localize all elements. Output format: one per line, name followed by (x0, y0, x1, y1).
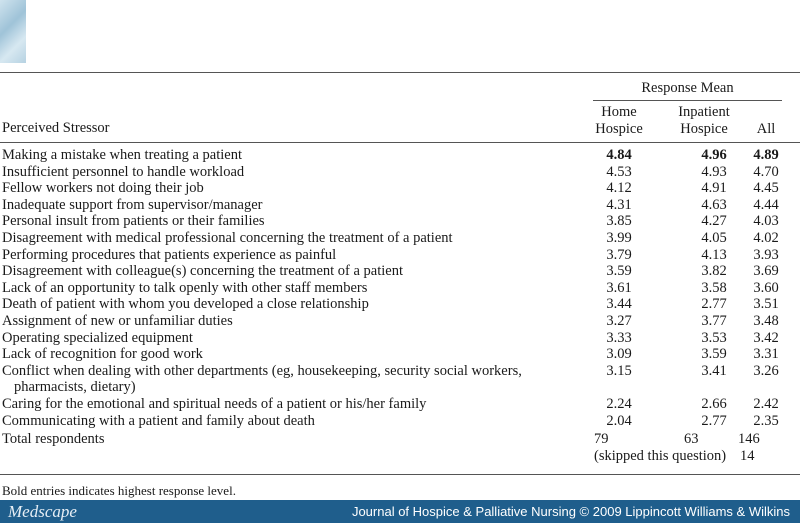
footer-bar (0, 500, 800, 523)
inpatient-value: 3.53 (701, 329, 727, 346)
inpatient-value: 2.66 (701, 395, 727, 412)
row-label: Operating specialized equipment (2, 329, 193, 346)
inpatient-value: 4.93 (701, 163, 727, 180)
table-row (0, 330, 800, 347)
all-value: 4.02 (753, 229, 779, 246)
home-value: 3.79 (606, 246, 632, 263)
row-label: Caring for the emotional and spiritual needs of a patient or his/her family (2, 395, 427, 412)
table-footnote: Bold entries indicates highest response level. (2, 483, 236, 498)
table-row (0, 363, 800, 396)
table-row (0, 230, 800, 247)
home-value: 4.31 (606, 196, 632, 213)
row-label-line2: pharmacists, dietary) (14, 379, 136, 396)
row-label: Personal insult from patients or their families (2, 213, 265, 230)
row-label: Assignment of new or unfamiliar duties (2, 312, 233, 329)
home-hospice-header-line1: Home (601, 104, 637, 120)
table-row (0, 147, 800, 164)
row-label: Disagreement with colleague(s) concerning the treatment of a patient (2, 263, 404, 280)
all-value: 3.51 (753, 296, 779, 313)
medscape-logo[interactable]: Medscape (8, 502, 77, 521)
inpatient-value: 3.58 (701, 279, 727, 296)
copyright-credit: Journal of Hospice & Palliative Nursing © 2009 Lippincott Williams & Wilkins (351, 504, 790, 519)
inpatient-value: 4.96 (701, 147, 727, 163)
home-value: 4.53 (606, 163, 632, 180)
home-value: 2.04 (606, 412, 632, 429)
home-value: 3.61 (606, 279, 632, 296)
skipped-row (594, 448, 755, 465)
table-row (0, 180, 800, 197)
row-label: Insufficient personnel to handle workload (2, 163, 245, 180)
row-label: Making a mistake when treating a patient (2, 147, 242, 163)
inpatient-value: 4.27 (701, 213, 727, 230)
table-row (0, 164, 800, 181)
perceived-stressor-header: Perceived Stressor (2, 120, 110, 136)
table-bottom-rule (0, 474, 800, 475)
home-value: 3.99 (606, 229, 632, 246)
inpatient-hospice-header-line2: Hospice (680, 121, 728, 137)
totals-all: 146 (738, 431, 760, 447)
table-row (0, 313, 800, 330)
inpatient-value: 3.41 (701, 362, 727, 379)
inpatient-value: 3.77 (701, 312, 727, 329)
all-value: 4.03 (753, 213, 779, 230)
all-value: 3.42 (753, 329, 779, 346)
row-label-line1: Conflict when dealing with other departments (eg, housekeeping, security social workers, (2, 362, 522, 379)
inpatient-value: 4.13 (701, 246, 727, 263)
table-row (0, 280, 800, 297)
inpatient-value: 2.77 (701, 296, 727, 313)
row-label: Inadequate support from supervisor/manager (2, 196, 263, 213)
table-row (0, 263, 800, 280)
table-top-rule (0, 72, 800, 73)
skipped-label: (skipped this question) (594, 448, 727, 464)
table-row (0, 413, 800, 430)
home-hospice-header-line2: Hospice (595, 121, 643, 137)
all-value: 4.45 (753, 180, 779, 197)
all-value: 3.69 (753, 263, 779, 280)
table-row (0, 213, 800, 230)
table-row (0, 296, 800, 313)
all-value: 3.60 (753, 279, 779, 296)
home-value: 4.12 (606, 180, 632, 197)
inpatient-value: 2.77 (701, 412, 727, 429)
all-value: 2.35 (753, 412, 779, 429)
table-row (0, 396, 800, 413)
all-value: 3.26 (753, 362, 779, 379)
home-value: 3.85 (606, 213, 632, 230)
home-value: 3.15 (606, 362, 632, 379)
skipped-value: 14 (740, 448, 755, 464)
totals-inpatient: 63 (684, 431, 699, 447)
row-label: Lack of an opportunity to talk openly with other staff members (2, 279, 368, 296)
inpatient-value: 4.63 (701, 196, 727, 213)
totals-home: 79 (594, 431, 609, 447)
home-value: 3.27 (606, 312, 632, 329)
all-value: 3.31 (753, 346, 779, 363)
inpatient-value: 4.91 (701, 180, 727, 197)
all-value: 4.89 (753, 147, 779, 163)
home-value: 4.84 (606, 147, 632, 163)
row-label: Fellow workers not doing their job (2, 180, 204, 197)
all-value: 4.70 (753, 163, 779, 180)
home-value: 3.59 (606, 263, 632, 280)
inpatient-hospice-header (668, 104, 740, 138)
table-row (0, 247, 800, 264)
inpatient-value: 3.82 (701, 263, 727, 280)
all-header: All (756, 121, 776, 137)
row-label: Performing procedures that patients experience as painful (2, 246, 337, 263)
header-band (26, 0, 800, 63)
inpatient-value: 3.59 (701, 346, 727, 363)
response-mean-header: Response Mean (641, 80, 734, 96)
home-value: 3.44 (606, 296, 632, 313)
table-row (0, 346, 800, 363)
home-value: 3.33 (606, 329, 632, 346)
table-body (0, 147, 800, 429)
home-hospice-header (588, 104, 650, 138)
all-value: 3.48 (753, 312, 779, 329)
table-header-rule (0, 142, 800, 143)
row-label (2, 363, 582, 396)
row-label: Communicating with a patient and family about death (2, 412, 315, 429)
response-mean-rule (593, 100, 782, 101)
home-value: 3.09 (606, 346, 632, 363)
row-label: Death of patient with whom you developed a close relationship (2, 296, 369, 313)
row-label: Disagreement with medical professional concerning the treatment of a patient (2, 229, 453, 246)
home-value: 2.24 (606, 395, 632, 412)
all-value: 3.93 (753, 246, 779, 263)
inpatient-value: 4.05 (701, 229, 727, 246)
all-value: 4.44 (753, 196, 779, 213)
all-value: 2.42 (753, 395, 779, 412)
row-label: Lack of recognition for good work (2, 346, 203, 363)
totals-label: Total respondents (2, 431, 105, 447)
table-row (0, 197, 800, 214)
decorative-texture-corner (0, 0, 26, 63)
inpatient-hospice-header-line1: Inpatient (678, 104, 730, 120)
